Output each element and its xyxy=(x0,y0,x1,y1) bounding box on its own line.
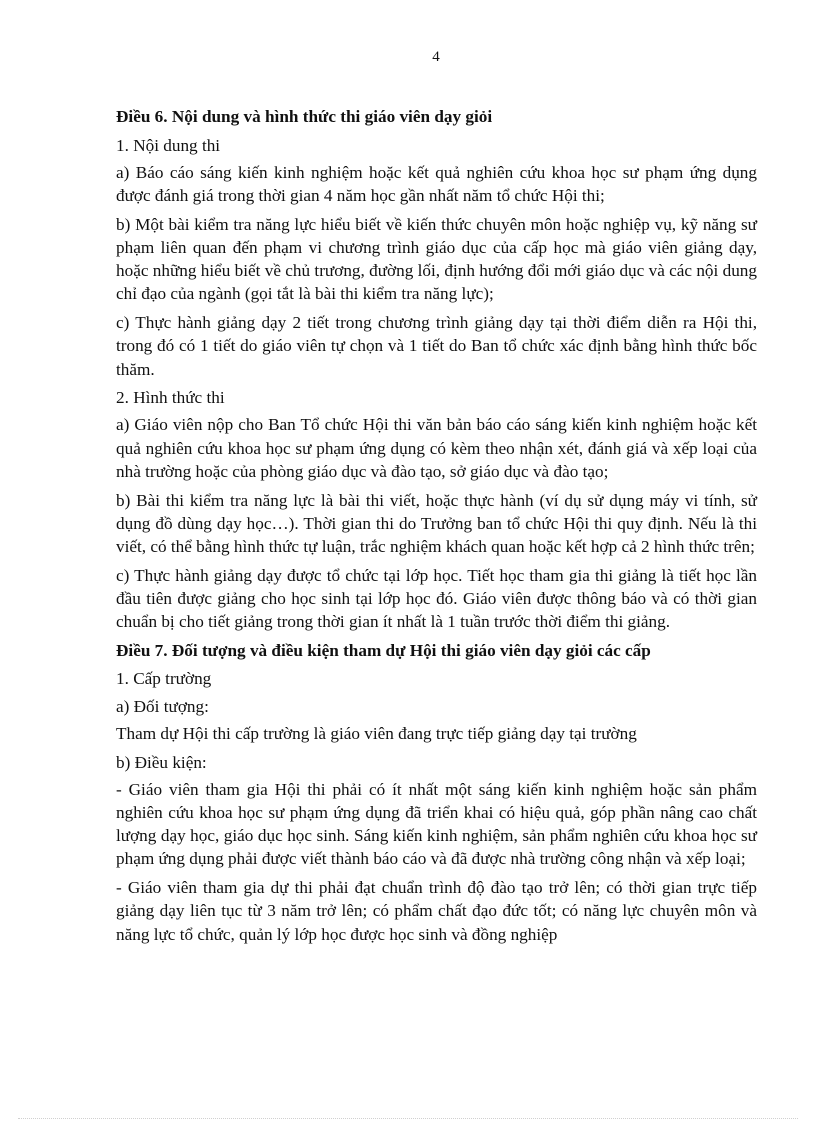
article-7-condition-2: - Giáo viên tham gia dự thi phải đạt chuẩn trình độ đào tạo trở lên; có thời gian trực tiếp giảng dạy liên tục từ 3 năm trở lên; có phẩm chất đạo đức tốt; có năng lực chuyên môn và năng lực tổ chức, quản lý lớp học được học sinh và đồng nghiệp xyxy=(116,878,757,944)
article-7-title: Điều 7. Đối tượng và điều kiện tham dự Hội thi giáo viên dạy giỏi các cấp xyxy=(116,640,651,660)
article-6-section-2-a: a) Giáo viên nộp cho Ban Tổ chức Hội thi văn bản báo cáo sáng kiến kinh nghiệm hoặc kết quả nghiên cứu khoa học sư phạm ứng dụng có kèm theo nhận xét, đánh giá và xếp loại của nhà trường hoặc của phòng giáo dục và đào tạo, sở giáo dục và đào tạo; xyxy=(116,415,757,481)
article-6-title: Điều 6. Nội dung và hình thức thi giáo viên dạy giỏi xyxy=(116,107,493,126)
page-bottom-divider xyxy=(18,1118,798,1119)
article-6-section-1-c: c) Thực hành giảng dạy 2 tiết trong chương trình giảng dạy tại thời điểm diễn ra Hội thi, trong đó có 1 tiết do giáo viên tự chọn và 1 tiết do Ban tổ chức xác định bằng hình thức bốc thăm. xyxy=(116,313,757,379)
article-6-section-2-b: b) Bài thi kiểm tra năng lực là bài thi viết, hoặc thực hành (ví dụ sử dụng máy vi tính, sử dụng đồ dùng dạy học…). Thời gian thi do Trưởng ban tổ chức Hội thi quy định. Nếu là thi viết, có thể bằng hình thức tự luận, trắc nghiệm khách quan hoặc kết hợp cả 2 hình thức trên; xyxy=(116,490,757,556)
article-7-section-1-title: 1. Cấp trường xyxy=(116,669,212,689)
article-6-section-2-title: 2. Hình thức thi xyxy=(116,388,225,408)
article-7-condition-label: b) Điều kiện: xyxy=(116,752,207,772)
article-6-section-1-b: b) Một bài kiểm tra năng lực hiểu biết về kiến thức chuyên môn hoặc nghiệp vụ, kỹ năng sư phạm liên quan đến phạm vi chương trình giáo dục của cấp học mà giáo viên giảng dạy, hoặc những hiểu biết về chủ trương, đường lối, định hướng đổi mới giáo dục và các nội dung chỉ đạo của ngành (gọi tắt là bài thi kiểm tra năng lực); xyxy=(116,214,757,304)
article-6-section-1-title: 1. Nội dung thi xyxy=(116,135,221,155)
article-7-condition-1: - Giáo viên tham gia Hội thi phải có ít nhất một sáng kiến kinh nghiệm hoặc sản phẩm nghiên cứu khoa học sư phạm ứng dụng đã triển khai có hiệu quả, góp phần nâng cao chất lượng dạy học, giáo dục học sinh. Sáng kiến kinh nghiệm, sản phẩm nghiên cứu khoa học sư phạm ứng dụng phải được viết thành báo cáo và đã được nhà trường công nhận và xếp loại; xyxy=(116,779,757,869)
article-7-subject-text: Tham dự Hội thi cấp trường là giáo viên đang trực tiếp giảng dạy tại trường xyxy=(116,723,637,743)
document-body xyxy=(116,105,757,951)
article-6-section-1-a: a) Báo cáo sáng kiến kinh nghiệm hoặc kết quả nghiên cứu khoa học sư phạm ứng dụng được đánh giá trong thời gian 4 năm học gần nhất năm tổ chức Hội thi; xyxy=(116,162,757,206)
page-number: 4 xyxy=(432,49,440,65)
article-7-subject-label: a) Đối tượng: xyxy=(116,696,209,716)
article-6-section-2-c: c) Thực hành giảng dạy được tổ chức tại lớp học. Tiết học tham gia thi giảng là tiết học lần đầu tiên được giảng cho học sinh tại lớp học đó. Giáo viên được thông báo và có thời gian chuẩn bị cho tiết giảng trong thời gian ít nhất là 1 tuần trước thời điểm thi giảng. xyxy=(116,565,757,632)
